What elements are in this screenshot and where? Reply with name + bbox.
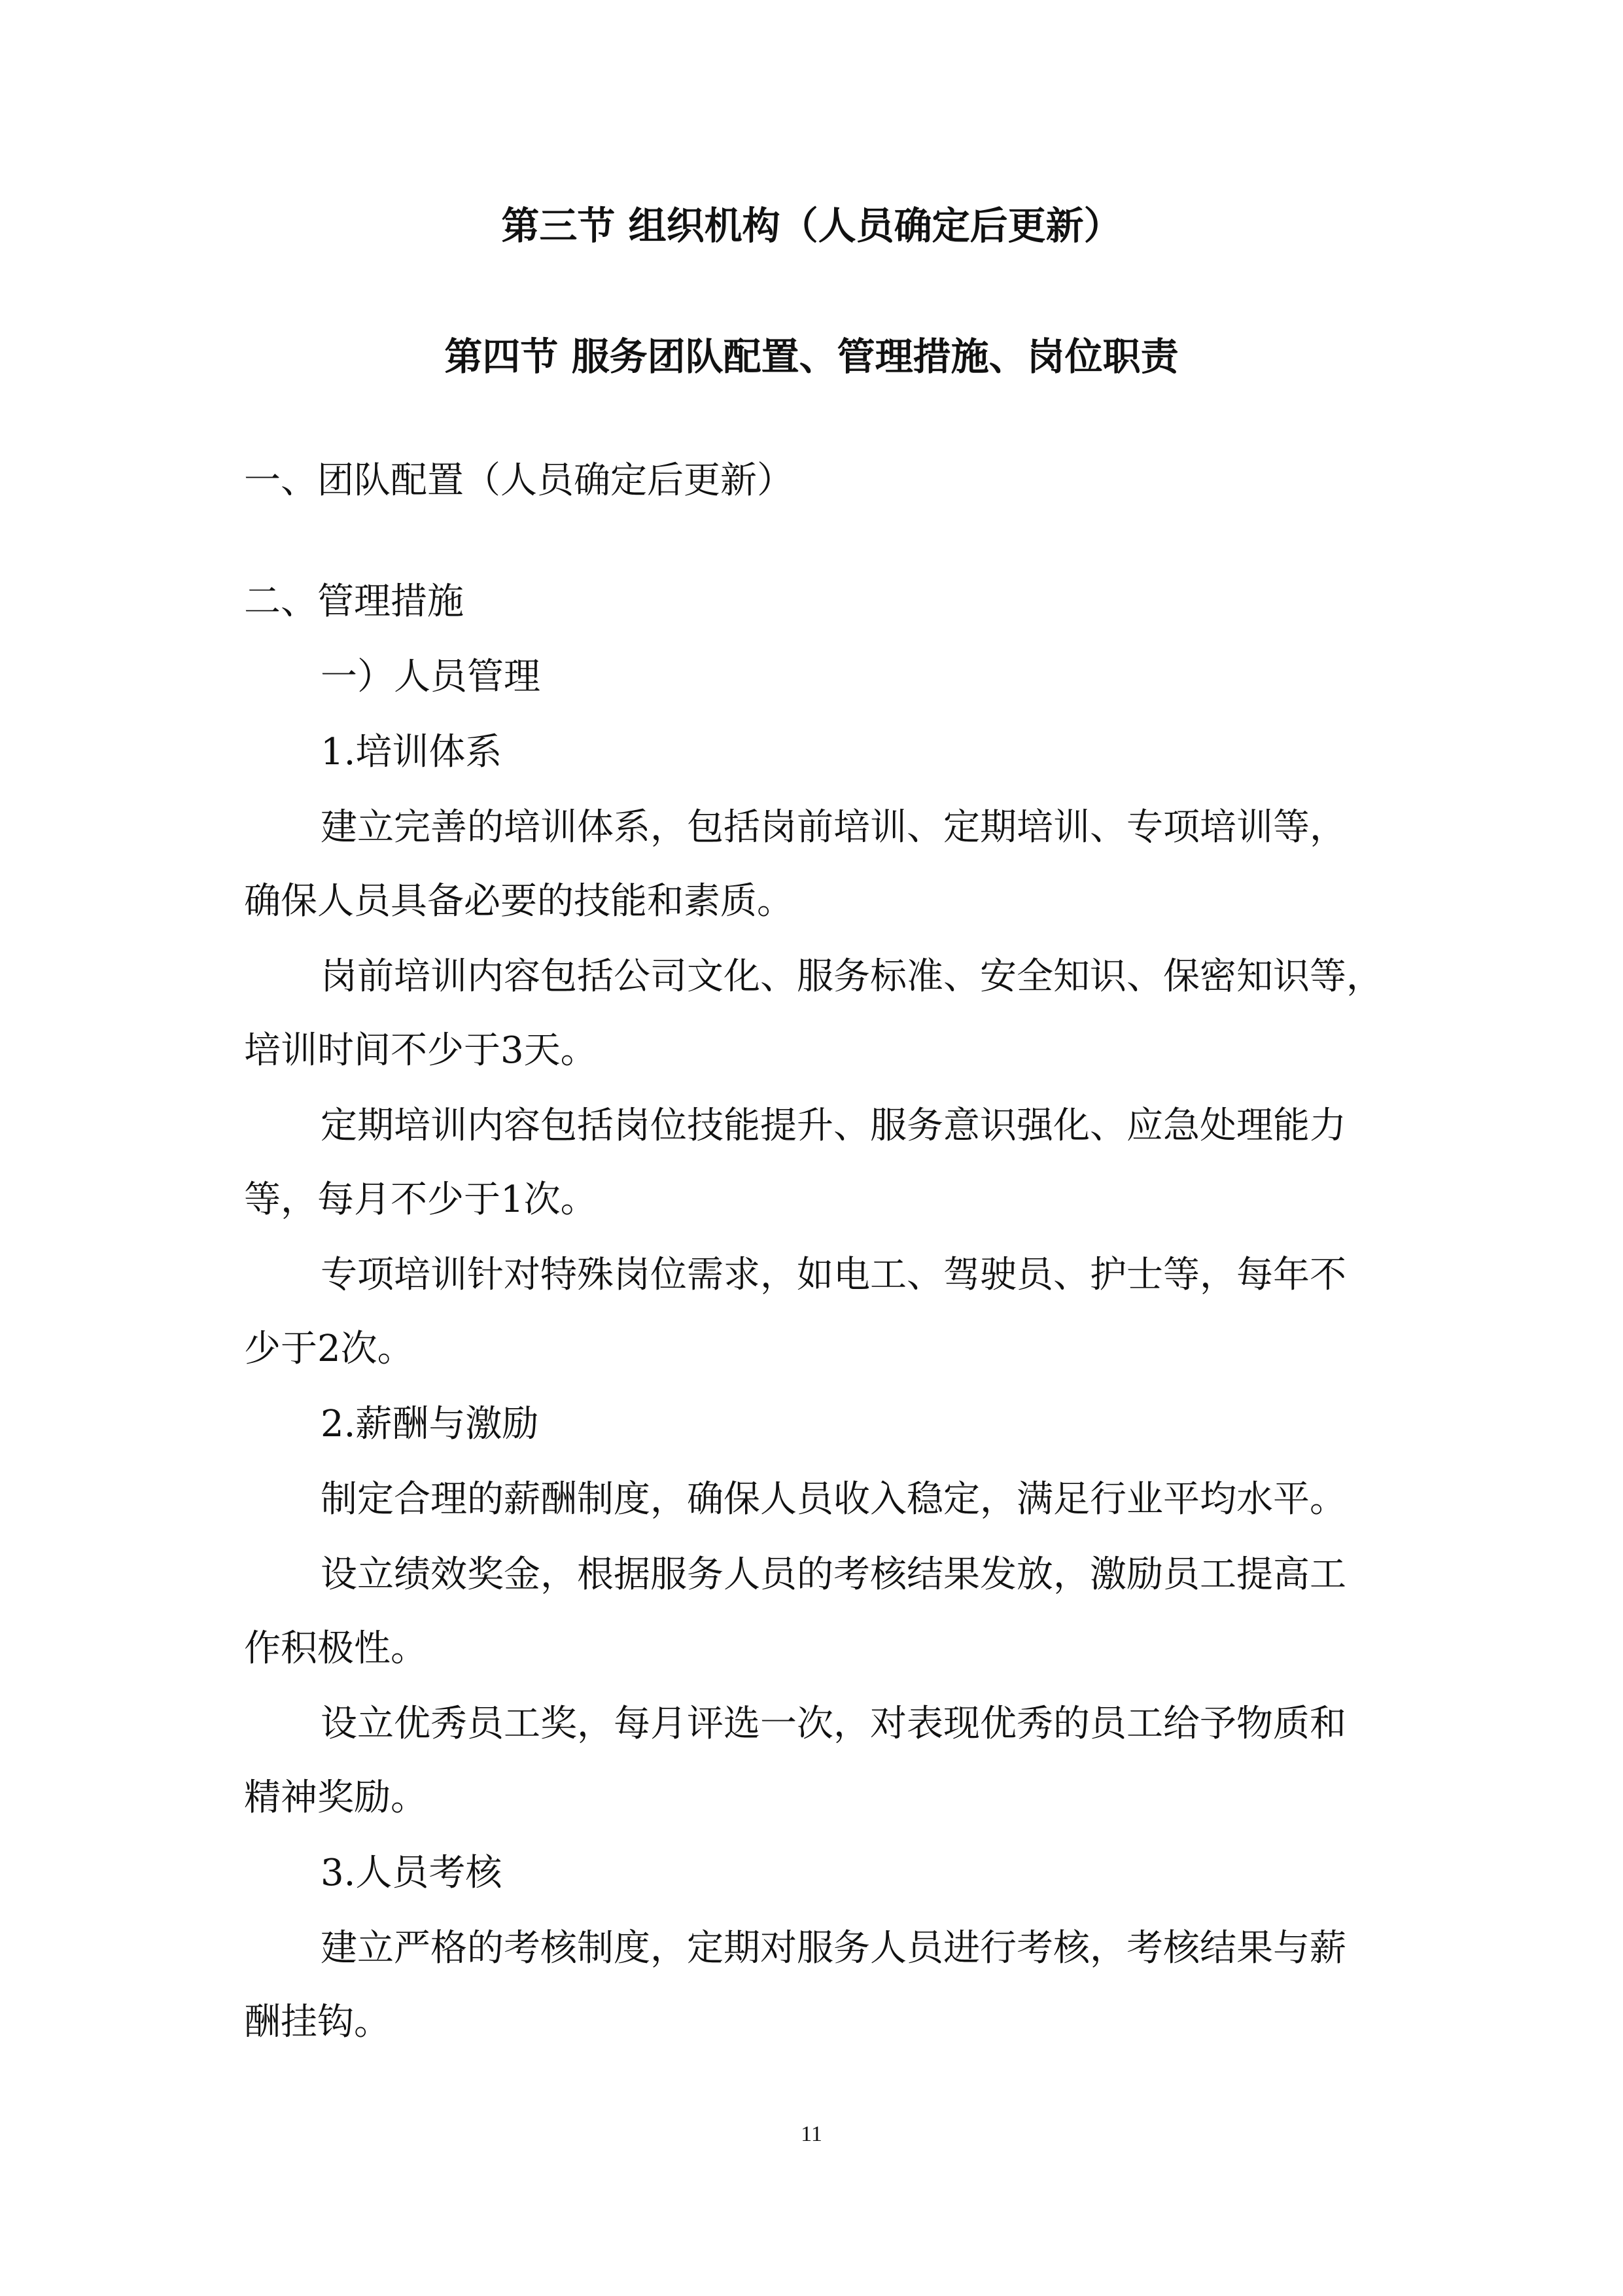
- salary-paragraph-1: 制定合理的薪酬制度，确保人员收入稳定，满足行业平均水平。: [321, 1478, 1346, 1521]
- training-paragraph-3: 定期培训内容包括岗位技能提升、服务意识强化、应急处理能力: [321, 1104, 1346, 1147]
- page-number: 11: [801, 2122, 822, 2146]
- training-paragraph-4: 专项培训针对特殊岗位需求，如电工、驾驶员、护士等，每年不: [321, 1254, 1346, 1296]
- section-3-heading: 第三节 组织机构（人员确定后更新）: [501, 203, 1122, 248]
- training-paragraph-3-cont: 等，每月不少于1次。: [244, 1178, 597, 1221]
- training-system-title: 1.培训体系: [321, 731, 502, 773]
- salary-paragraph-2-cont: 作积极性。: [244, 1627, 427, 1670]
- salary-paragraph-3: 设立优秀员工奖，每月评选一次，对表现优秀的员工给予物质和: [321, 1703, 1346, 1745]
- training-paragraph-2-cont: 培训时间不少于3天。: [244, 1029, 597, 1072]
- mgmt-measures-heading: 二、管理措施: [244, 580, 464, 623]
- salary-incentive-title: 2.薪酬与激励: [321, 1403, 539, 1445]
- assessment-paragraph-1: 建立严格的考核制度，定期对服务人员进行考核，考核结果与薪: [321, 1927, 1346, 1969]
- team-config-heading: 一、团队配置（人员确定后更新）: [244, 459, 794, 502]
- assessment-paragraph-1-cont: 酬挂钩。: [244, 2001, 391, 2043]
- training-paragraph-2: 岗前培训内容包括公司文化、服务标准、安全知识、保密知识等，: [321, 955, 1383, 998]
- training-paragraph-4-cont: 少于2次。: [244, 1328, 414, 1370]
- training-paragraph-1: 建立完善的培训体系，包括岗前培训、定期培训、专项培训等，: [321, 806, 1346, 849]
- personnel-assessment-title: 3.人员考核: [321, 1852, 502, 1894]
- section-4-heading: 第四节 服务团队配置、管理措施、岗位职责: [444, 334, 1179, 379]
- salary-paragraph-3-cont: 精神奖励。: [244, 1776, 427, 1819]
- training-paragraph-1-cont: 确保人员具备必要的技能和素质。: [244, 880, 794, 923]
- personnel-mgmt-subheading: 一）人员管理: [321, 656, 540, 698]
- salary-paragraph-2: 设立绩效奖金，根据服务人员的考核结果发放，激励员工提高工: [321, 1553, 1346, 1596]
